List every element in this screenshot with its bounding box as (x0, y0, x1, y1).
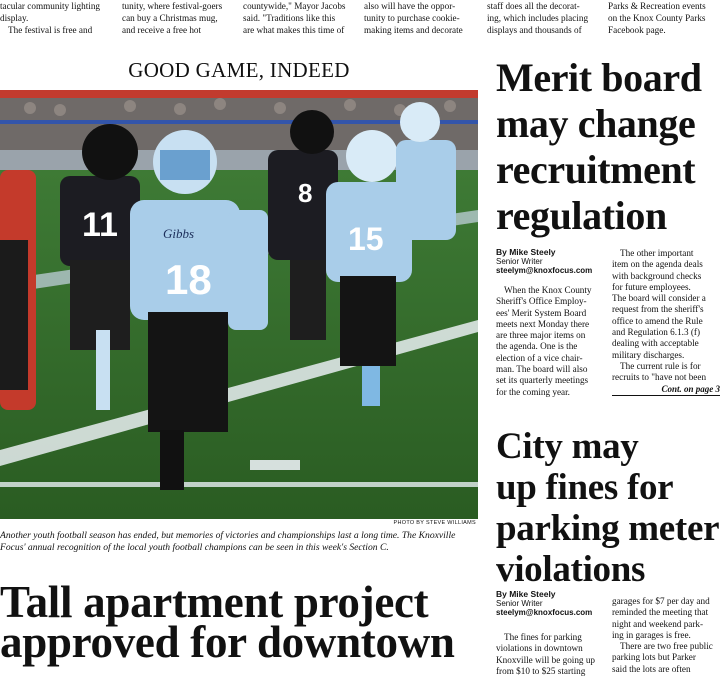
text-line: parking lots but Parker (612, 652, 696, 663)
text-line: office to amend the Rule (612, 315, 703, 326)
merit-column-1 (496, 285, 606, 398)
text-line: set its quarterly meetings (496, 375, 589, 386)
text-line: for the coming year. (496, 386, 570, 397)
text-line: on the Knox County Parks (608, 13, 706, 23)
city-column-2 (612, 596, 720, 675)
text-line: said. "Traditions like this (243, 13, 336, 23)
text-line: the agenda. One is the (496, 341, 578, 352)
text-line: tunity to purchase cookie- (364, 13, 460, 23)
text-line: violations in downtown (496, 643, 583, 654)
top-strip-column-4 (364, 0, 481, 38)
text-line: request from the sheriff's (612, 304, 704, 315)
text-line: The fines for parking (504, 632, 582, 642)
byline-role: Senior Writer (496, 599, 543, 608)
text-line: garages for $7 per day and (612, 596, 710, 606)
top-strip-column-3 (243, 0, 358, 38)
byline-name: By Mike Steely (496, 589, 556, 599)
text-line: The festival is free and (8, 25, 93, 35)
merit-column-2 (612, 248, 720, 396)
text-line: night and weekend park- (612, 618, 704, 629)
text-line: Sheriff's Office Employ- (496, 296, 587, 307)
text-line: countywide," Mayor Jacobs (243, 1, 346, 11)
text-line: said the lots are often (612, 663, 691, 674)
headline-line: may change (496, 101, 696, 146)
headline-line: violations (496, 549, 646, 590)
headline-line: regulation (496, 193, 667, 238)
text-line: The board will consider a (612, 293, 706, 304)
merit-byline (496, 248, 606, 275)
byline-email[interactable]: steelym@knoxfocus.com (496, 266, 593, 275)
top-strip-column-5 (487, 0, 602, 38)
headline-line: parking meter (496, 508, 720, 549)
city-story-headline[interactable] (496, 426, 720, 590)
text-line: with background checks (612, 270, 702, 281)
text-line: military discharges. (612, 349, 685, 360)
headline-line: approved for downtown (0, 617, 455, 667)
byline-email[interactable]: steelym@knoxfocus.com (496, 608, 593, 617)
text-line: making items and decorate (364, 25, 463, 35)
stands-banner (0, 90, 478, 98)
text-line: dealing with acceptable (612, 338, 699, 349)
text-line: man. The board will also (496, 364, 588, 375)
text-line: ees' Merit System Board (496, 307, 587, 318)
football-photo-illustration (0, 90, 478, 519)
text-line: The current rule is for (620, 360, 701, 371)
text-line: Facebook page. (608, 25, 666, 35)
text-line: Parks & Recreation events (608, 1, 706, 11)
text-line: are three major items on (496, 330, 586, 341)
football-photo (0, 90, 478, 519)
top-strip-column-6 (608, 0, 720, 38)
text-line: displays and thousands of (487, 25, 582, 35)
text-line: staff does all the decorat- (487, 1, 580, 11)
byline-role: Senior Writer (496, 257, 543, 266)
photo-credit: PHOTO BY STEVE WILLIAMS (393, 520, 476, 526)
headline-line: City may (496, 426, 639, 467)
photo-cutline: Another youth football season has ended, but memories of victories and championships last a long time. The Knoxville Focus' annual recognition of the local youth football champions can be seen in this week's Section C. (0, 530, 456, 553)
text-line: and receive a free hot (122, 25, 202, 35)
merit-story-headline[interactable] (496, 55, 720, 239)
text-line: The other important (620, 248, 694, 258)
jersey-number-11: 11 (82, 206, 118, 244)
byline-name: By Mike Steely (496, 247, 556, 257)
top-strip-column-1 (0, 0, 115, 38)
text-line: Knoxville will be going up (496, 654, 596, 665)
text-line: ing in garages is free. (612, 629, 691, 640)
text-line: display. (0, 13, 29, 23)
jersey-team-name: Gibbs (163, 226, 195, 241)
city-column-1 (496, 632, 606, 677)
text-line: ing, which includes placing (487, 13, 589, 23)
headline-line: Merit board (496, 55, 702, 100)
photo-kicker: GOOD GAME, INDEED (128, 58, 350, 82)
jersey-number-8: 8 (298, 178, 313, 208)
city-byline (496, 590, 606, 617)
text-line: tacular community lighting (0, 1, 101, 11)
headline-line: up fines for (496, 467, 674, 508)
headline-line: Tall apartment project (0, 577, 429, 627)
text-line: are what makes this time of (243, 25, 345, 35)
top-strip-column-2 (122, 0, 237, 38)
text-line: item on the agenda deals (612, 259, 703, 270)
text-line: election of a vice chair- (496, 352, 583, 363)
text-line: There are two free public (620, 641, 713, 652)
text-line: When the Knox County (504, 285, 592, 295)
jersey-number-18: 18 (165, 256, 212, 303)
main-story-headline[interactable] (0, 577, 500, 667)
text-line: from $10 to $25 starting (496, 665, 586, 676)
text-line: and Regulation 6.1.3 (f) (612, 327, 701, 338)
jersey-number-15: 15 (348, 221, 384, 257)
text-line: tunity, where festival-goers (122, 1, 223, 11)
text-line: also will have the oppor- (364, 1, 456, 11)
text-line: recruits to "have not been (612, 372, 707, 383)
text-line: meets next Monday there (496, 318, 590, 329)
continued-link[interactable]: Cont. on page 3 (612, 384, 720, 396)
text-line: can buy a Christmas mug, (122, 13, 218, 23)
text-line: for future employees. (612, 281, 691, 292)
text-line: reminded the meeting that (612, 607, 709, 618)
headline-line: recruitment (496, 147, 696, 192)
